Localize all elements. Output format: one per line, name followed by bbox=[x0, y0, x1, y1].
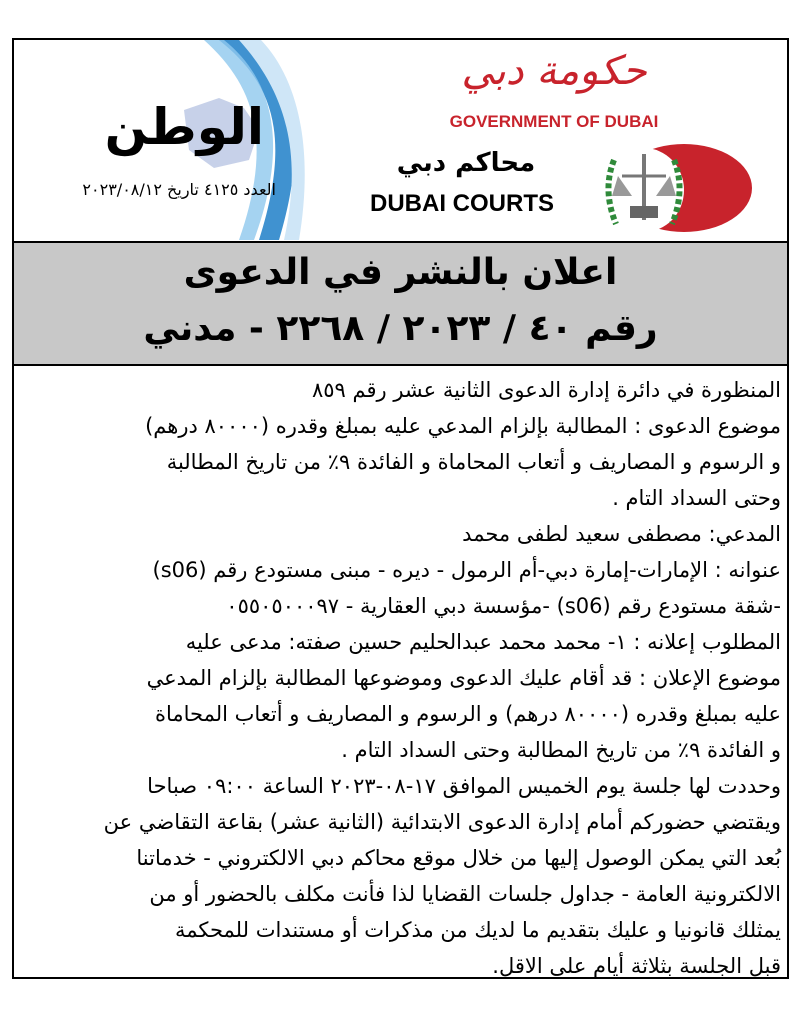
body-line: و الرسوم و المصاريف و أتعاب المحاماة و الفائدة ٩٪ من تاريخ المطالبة bbox=[166, 450, 781, 474]
body-line: بُعد التي يمكن الوصول إليها من خلال موقع محاكم دبي الالكتروني - خدماتنا bbox=[136, 846, 781, 870]
case-number: رقم ٤٠ / ٢٠٢٣ / ٢٢٦٨ - مدني bbox=[143, 308, 658, 349]
notice-body bbox=[20, 372, 781, 984]
body-line: المطلوب إعلانه : ١- محمد محمد عبدالحليم حسين صفته: مدعى عليه bbox=[185, 630, 781, 654]
body-line: و الفائدة ٩٪ من تاريخ المطالبة وحتى السداد التام . bbox=[341, 738, 781, 762]
body-line: ويقتضي حضوركم أمام إدارة الدعوى الابتدائية (الثانية عشر) بقاعة التقاضي عن bbox=[103, 810, 781, 834]
body-line: وحددت لها جلسة يوم الخميس الموافق ١٧-٠٨-٢٠٢٣ الساعة ٠٩:٠٠ صباحا bbox=[147, 774, 781, 798]
notice-frame bbox=[12, 38, 789, 979]
body-line: -شقة مستودع رقم (s06) -مؤسسة دبي العقارية - ٠٥٥٠٥٠٠٠٩٧ bbox=[226, 594, 781, 618]
header bbox=[14, 40, 787, 241]
body-line: المنظورة في دائرة إدارة الدعوى الثانية عشر رقم ٨٥٩ bbox=[312, 378, 781, 402]
body-line: الالكترونية العامة - جداول جلسات القضايا لذا فأنت مكلف بالحضور أو من bbox=[149, 882, 781, 906]
body-line: يمثلك قانونيا و عليك بتقديم ما لديك من مذكرات أو مستندات للمحكمة bbox=[174, 918, 781, 942]
dubai-courts-emblem-icon bbox=[574, 140, 754, 236]
courts-name-english: DUBAI COURTS bbox=[370, 190, 554, 217]
notice-title: اعلان بالنشر في الدعوى bbox=[183, 252, 618, 293]
government-logo-arabic: حكومة دبي bbox=[461, 48, 647, 94]
body-line: قبل الجلسة بثلاثة أيام على الاقل. bbox=[492, 954, 781, 978]
body-line: المدعي: مصطفى سعيد لطفى محمد bbox=[462, 522, 781, 546]
body-line: وحتى السداد التام . bbox=[612, 486, 781, 510]
body-line: موضوع الإعلان : قد أقام عليك الدعوى وموضوعها المطالبة بإلزام المدعي bbox=[146, 666, 781, 690]
government-logo-english: GOVERNMENT OF DUBAI bbox=[449, 112, 659, 131]
body-line: عليه بمبلغ وقدره (٨٠٠٠٠ درهم) و الرسوم و المصاريف و أتعاب المحاماة bbox=[154, 702, 781, 726]
body-line: موضوع الدعوى : المطالبة بإلزام المدعي عليه بمبلغ وقدره (٨٠٠٠٠ درهم) bbox=[145, 414, 781, 438]
body-line: عنوانه : الإمارات-إمارة دبي-أم الرمول - ديره - مبنى مستودع رقم (s06) bbox=[152, 558, 781, 582]
courts-name-arabic: محاكم دبي bbox=[396, 148, 536, 178]
issue-date: العدد ٤١٢٥ تاريخ ٢٠٢٣/٠٨/١٢ bbox=[82, 180, 276, 199]
newspaper-title: الوطن bbox=[104, 98, 264, 156]
banner-divider bbox=[14, 364, 787, 366]
